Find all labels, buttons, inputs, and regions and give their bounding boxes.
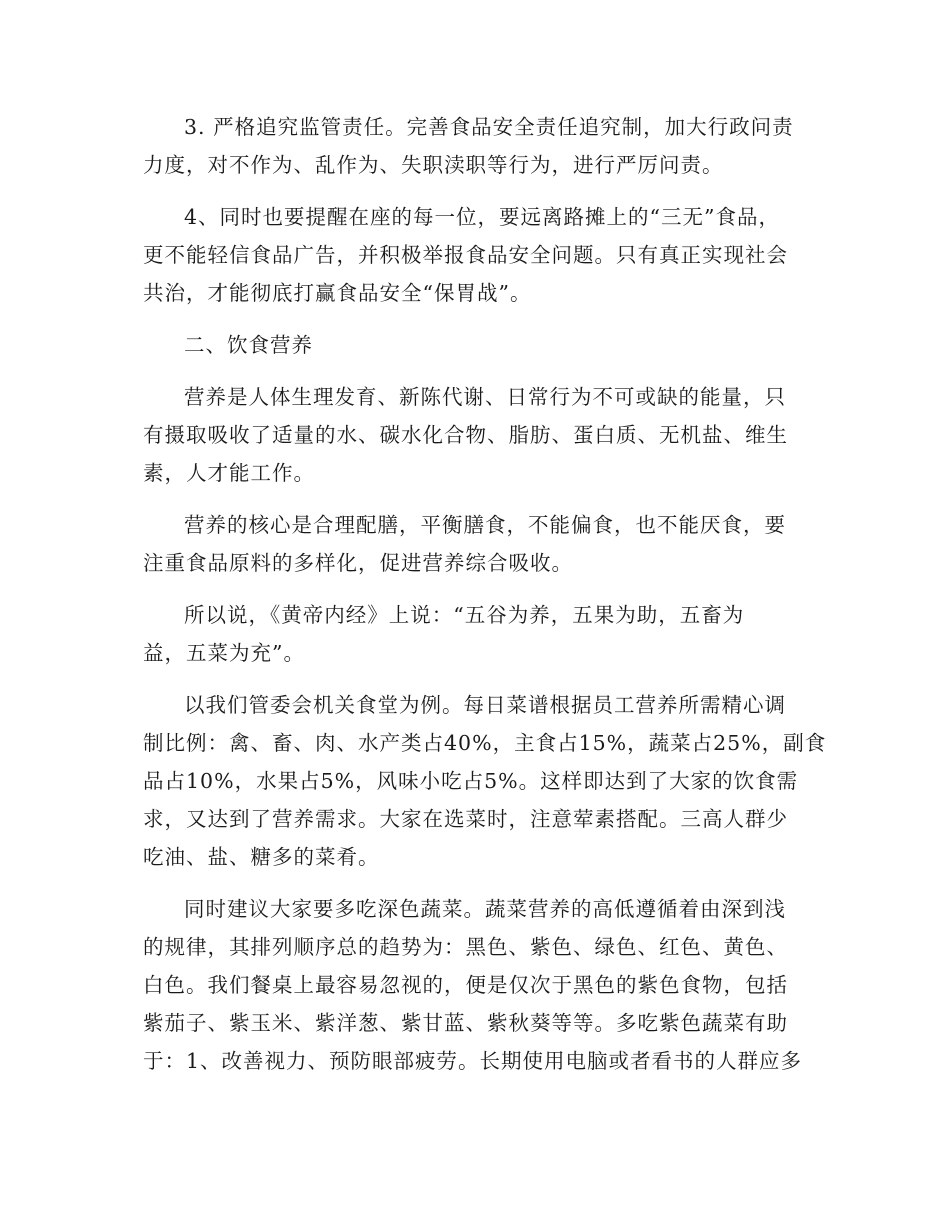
text-line: 益，五菜为充”。 (143, 641, 305, 665)
text-line: 于：1、改善视力、预防眼部疲劳。长期使用电脑或者看书的人群应多 (143, 1049, 803, 1073)
text-line: 同时建议大家要多吃深色蔬菜。蔬菜营养的高低遵循着由深到浅 (184, 897, 786, 921)
document-body (143, 108, 827, 1094)
text-line: 营养的核心是合理配膳，平衡膳食，不能偏食，也不能厌食，要 (184, 513, 786, 537)
section-heading-diet-nutrition (143, 326, 808, 364)
text-line: 有摄取吸收了适量的水、碳水化合物、脂肪、蛋白质、无机盐、维生 (143, 423, 788, 447)
text-line: 3. 严格追究监管责任。完善食品安全责任追究制，加大行政问责 (184, 115, 794, 139)
paragraph-nutrition-core (143, 506, 808, 582)
text-line: 力度，对不作为、乱作为、失职渎职等行为，进行严厉问责。 (143, 153, 724, 177)
paragraph-canteen-example (143, 686, 827, 876)
section-heading-text: 二、饮食营养 (184, 333, 313, 357)
paragraph-accountability (143, 108, 808, 184)
text-line: 注重食品原料的多样化，促进营养综合吸收。 (143, 551, 573, 575)
text-line: 以我们管委会机关食堂为例。每日菜谱根据员工营养所需精心调 (184, 693, 786, 717)
text-line: 吃油、盐、糖多的菜肴。 (143, 845, 380, 869)
text-line: 求，又达到了营养需求。大家在选菜时，注意荤素搭配。三高人群少 (143, 807, 788, 831)
paragraph-nutrition-definition (143, 378, 808, 492)
text-line: 4、同时也要提醒在座的每一位，要远离路摊上的“三无”食品， (184, 205, 781, 229)
text-line: 营养是人体生理发育、新陈代谢、日常行为不可或缺的能量，只 (184, 385, 786, 409)
text-line: 的规律，其排列顺序总的趋势为：黑色、紫色、绿色、红色、黄色、 (143, 935, 788, 959)
text-line: 品占10%，水果占5%，风味小吃占5%。这样即达到了大家的饮食需 (143, 769, 799, 793)
paragraph-reminder (143, 198, 808, 312)
text-line: 白色。我们餐桌上最容易忽视的，便是仅次于黑色的紫色食物，包括 (143, 973, 788, 997)
paragraph-dark-vegetables (143, 890, 808, 1080)
text-line: 更不能轻信食品广告，并积极举报食品安全问题。只有真正实现社会 (143, 243, 788, 267)
text-line: 所以说，《黄帝内经》上说：“五谷为养，五果为助，五畜为 (184, 603, 745, 627)
text-line: 素，人才能工作。 (143, 461, 315, 485)
text-line: 制比例：禽、畜、肉、水产类占40%，主食占15%，蔬菜占25%，副食 (143, 731, 827, 755)
paragraph-huangdi-neijing-quote (143, 596, 808, 672)
text-line: 紫茄子、紫玉米、紫洋葱、紫甘蓝、紫秋葵等等。多吃紫色蔬菜有助 (143, 1011, 788, 1035)
text-line: 共治，才能彻底打赢食品安全“保胃战”。 (143, 281, 532, 305)
